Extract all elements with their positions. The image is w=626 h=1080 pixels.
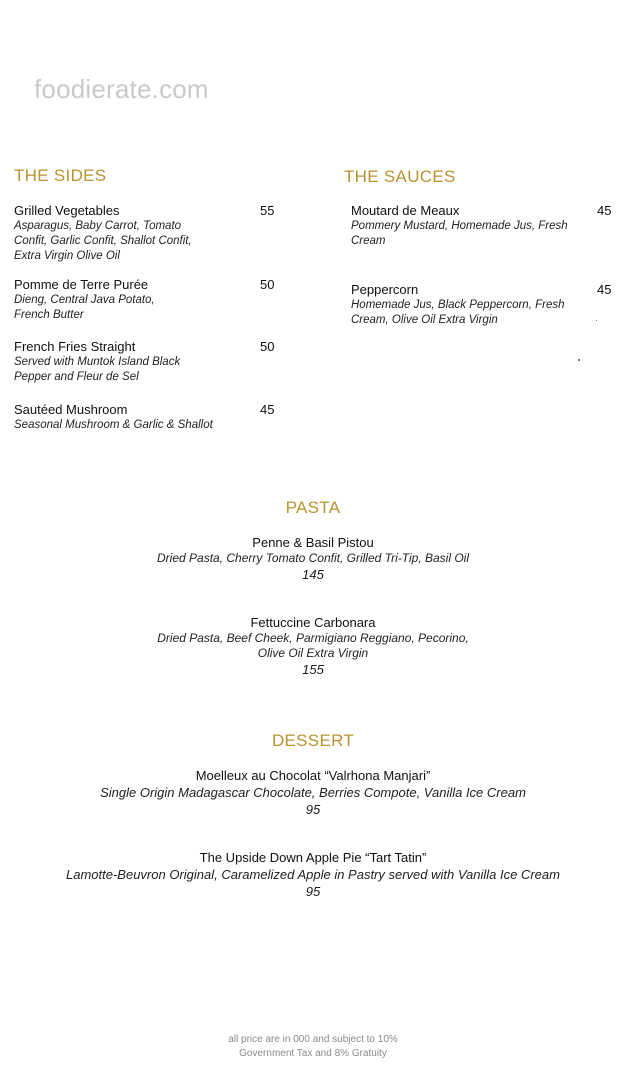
footer-line: all price are in 000 and subject to 10%: [228, 1034, 398, 1045]
item-name: Pomme de Terre Purée: [14, 277, 149, 292]
item-price: 95: [305, 884, 321, 899]
menu-item: [0, 850, 626, 900]
item-desc: French Butter: [14, 309, 84, 321]
item-name: French Fries Straight: [14, 339, 136, 354]
item-price: 45: [597, 203, 612, 218]
item-desc: Served with Muntok Island Black: [14, 356, 181, 368]
scan-speck: [578, 359, 580, 361]
item-desc: Lamotte-Beuvron Original, Caramelized Apple in Pastry served with Vanilla Ice Cream: [66, 867, 560, 882]
item-desc: Pepper and Fleur de Sel: [14, 371, 139, 383]
item-name: Penne & Basil Pistou: [252, 535, 374, 550]
item-price: 95: [305, 802, 321, 817]
item-price: 45: [597, 282, 612, 297]
item-desc: Dried Pasta, Beef Cheek, Parmigiano Reggiano, Pecorino,: [157, 631, 469, 645]
menu-item: [0, 615, 626, 678]
item-desc: Dieng, Central Java Potato,: [14, 294, 155, 306]
menu-item: [351, 282, 591, 328]
item-name: Sautéed Mushroom: [14, 402, 128, 417]
menu-item: [14, 402, 254, 433]
item-desc: Confit, Garlic Confit, Shallot Confit,: [14, 235, 192, 247]
item-desc: Cream, Olive Oil Extra Virgin: [351, 314, 498, 326]
item-desc: Dried Pasta, Cherry Tomato Confit, Grilled Tri-Tip, Basil Oil: [157, 551, 469, 565]
item-price: 55: [260, 203, 275, 218]
sauces-heading: THE SAUCES: [344, 167, 456, 186]
menu-item: [351, 203, 591, 249]
menu-item: [14, 339, 244, 385]
item-price: 145: [302, 567, 324, 582]
item-desc: Seasonal Mushroom & Garlic & Shallot: [14, 419, 213, 431]
watermark: foodierate.com: [34, 74, 209, 104]
pasta-heading: PASTA: [285, 498, 341, 517]
menu-item: [14, 203, 244, 264]
item-name: Moelleux au Chocolat “Valrhona Manjari”: [195, 768, 431, 783]
item-name: The Upside Down Apple Pie “Tart Tatin”: [199, 850, 427, 865]
item-price: 50: [260, 277, 275, 292]
item-price: 155: [302, 662, 324, 677]
item-name: Grilled Vegetables: [14, 203, 120, 218]
item-name: Fettuccine Carbonara: [250, 615, 376, 630]
item-desc: Extra Virgin Olive Oil: [14, 250, 120, 262]
item-name: Moutard de Meaux: [351, 203, 460, 218]
footer-note: [0, 1033, 626, 1061]
item-desc: Single Origin Madagascar Chocolate, Berries Compote, Vanilla Ice Cream: [100, 785, 526, 800]
menu-item: [0, 535, 626, 583]
item-desc: Pommery Mustard, Homemade Jus, Fresh: [351, 220, 568, 232]
item-name: Peppercorn: [351, 282, 419, 297]
item-price: 50: [260, 339, 275, 354]
footer-line: Government Tax and 8% Gratuity: [239, 1048, 387, 1059]
dessert-heading: DESSERT: [271, 731, 355, 750]
item-desc: Cream: [351, 235, 386, 247]
item-desc: Asparagus, Baby Carrot, Tomato: [14, 220, 182, 232]
item-desc: Olive Oil Extra Virgin: [257, 646, 369, 660]
menu-item: [0, 768, 626, 818]
menu-item: [14, 277, 244, 323]
item-desc: Homemade Jus, Black Peppercorn, Fresh: [351, 299, 565, 311]
sides-heading: THE SIDES: [14, 166, 107, 185]
item-price: 45: [260, 402, 275, 417]
scan-speck: [596, 320, 597, 321]
